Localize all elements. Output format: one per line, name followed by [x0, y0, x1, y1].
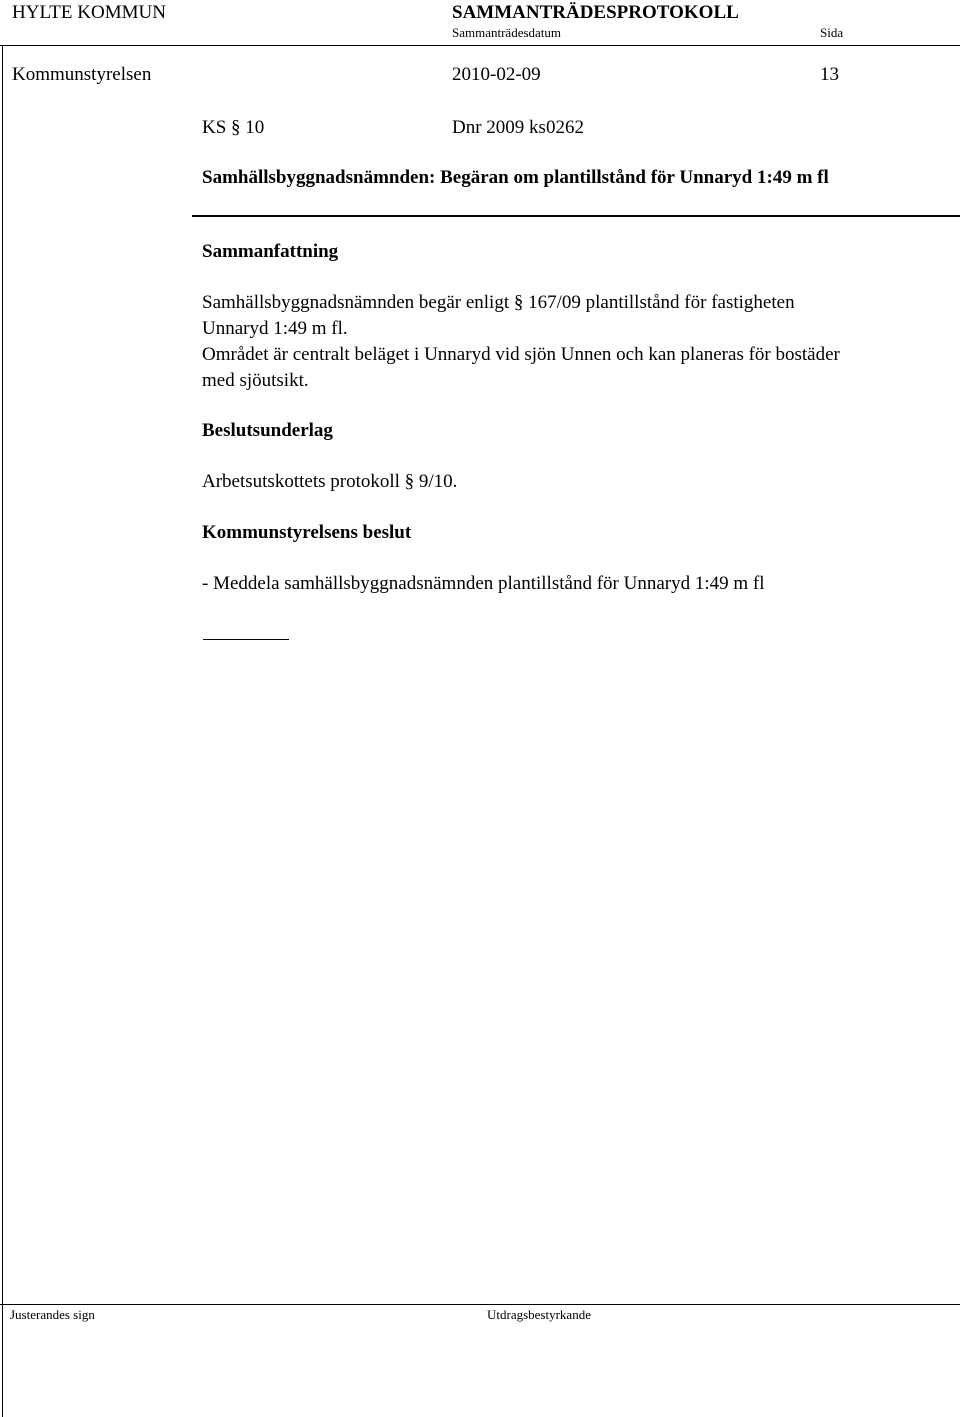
- item-title: Samhällsbyggnadsnämnden: Begäran om plantillstånd för Unnaryd 1:49 m fl: [202, 167, 829, 188]
- committee-name: Kommunstyrelsen: [12, 64, 152, 85]
- title-rule: [192, 215, 960, 217]
- basis-heading: Beslutsunderlag: [202, 420, 333, 441]
- summary-line-1: Samhällsbyggnadsnämnden begär enligt § 167/09 plantillstånd för fastigheten: [202, 292, 795, 313]
- adjuster-sign-label: Justerandes sign: [10, 1307, 95, 1322]
- decision-heading: Kommunstyrelsens beslut: [202, 522, 412, 543]
- case-reference: Dnr 2009 ks0262: [452, 117, 584, 138]
- item-number: KS § 10: [202, 117, 265, 138]
- meeting-date: 2010-02-09: [452, 64, 541, 85]
- footer-rule: [0, 1304, 960, 1305]
- summary-line-2: Unnaryd 1:49 m fl.: [202, 318, 348, 339]
- summary-line-3: Området är centralt beläget i Unnaryd vid sjön Unnen och kan planeras för bostäder: [202, 344, 840, 365]
- basis-text: Arbetsutskottets protokoll § 9/10.: [202, 471, 458, 492]
- page-label: Sida: [820, 25, 844, 40]
- page-number: 13: [820, 64, 839, 85]
- left-margin-rule: [2, 45, 3, 1417]
- document-type: SAMMANTRÄDESPROTOKOLL: [452, 2, 739, 23]
- municipality-name: HYLTE KOMMUN: [12, 2, 166, 23]
- meeting-date-label: Sammanträdesdatum: [452, 25, 562, 40]
- end-rule: [203, 639, 289, 640]
- summary-line-4: med sjöutsikt.: [202, 370, 309, 391]
- header-top-rule: [0, 45, 960, 46]
- summary-heading: Sammanfattning: [202, 241, 339, 262]
- decision-text: - Meddela samhällsbyggnadsnämnden plantillstånd för Unnaryd 1:49 m fl: [202, 573, 765, 594]
- certification-label: Utdragsbestyrkande: [487, 1307, 591, 1322]
